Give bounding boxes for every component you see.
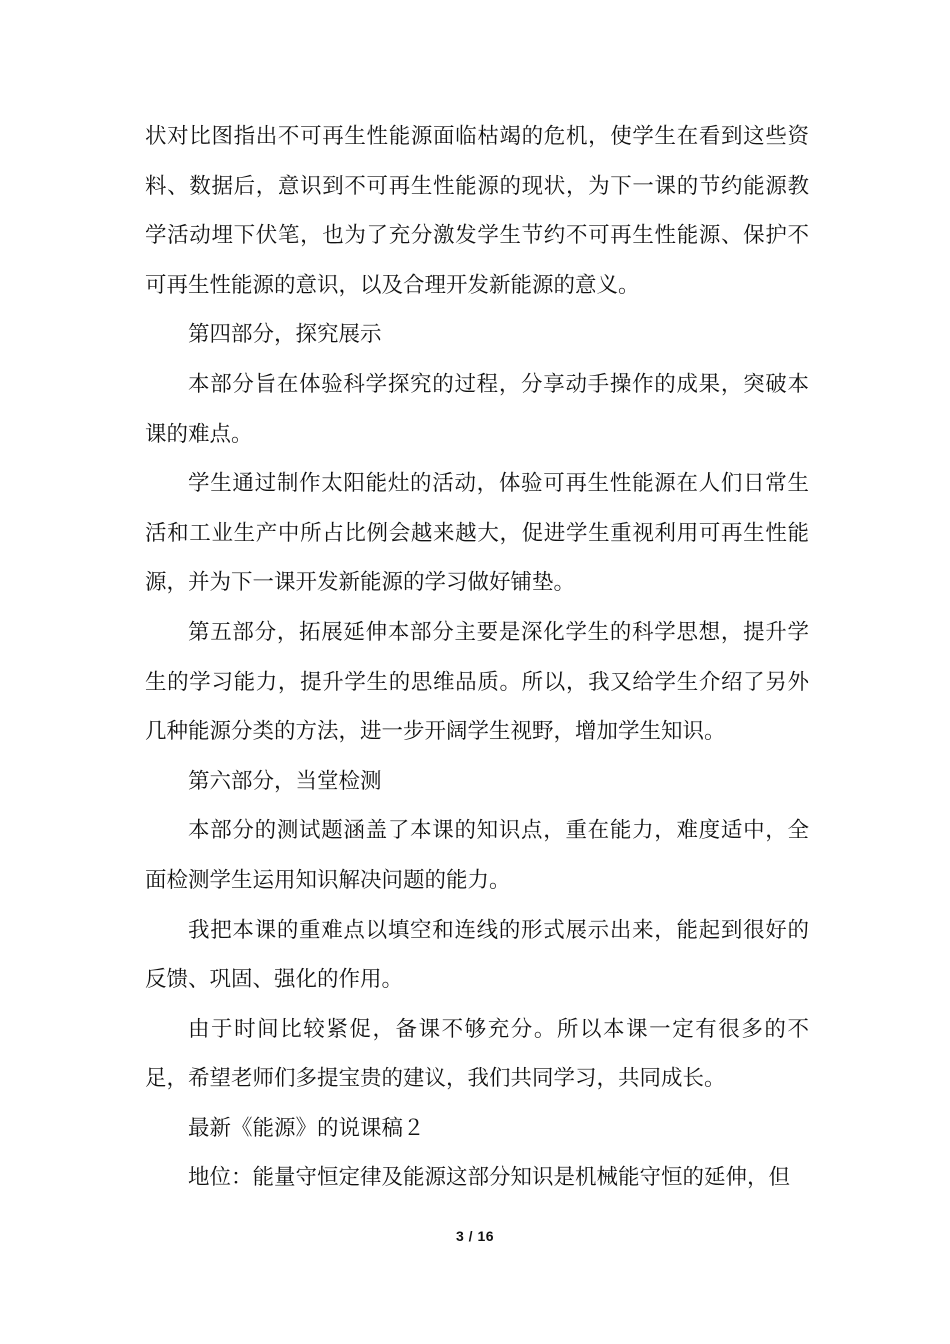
paragraph: 地位：能量守恒定律及能源这部分知识是机械能守恒的延伸，但: [188, 1165, 791, 1191]
section-heading-lecture-2: 最新《能源》的说课稿２: [188, 1115, 425, 1141]
section-heading-part-six: 第六部分，当堂检测: [188, 768, 382, 794]
document-body: [145, 112, 809, 1203]
paragraph-continuation: 状对比图指出不可再生性能源面临枯竭的危机，使学生在看到这些资料、数据后，意识到不可再生性能源的现状，为下一课的节约能源教学活动埋下伏笔，也为了充分激发学生节约不可再生性能源、保护不可再生性能源的意识，以及合理开发新能源的意义。: [145, 124, 809, 298]
section-heading-part-four: 第四部分，探究展示: [188, 322, 382, 348]
paragraph-part-five: 第五部分，拓展延伸本部分主要是深化学生的科学思想，提升学生的学习能力，提升学生的思维品质。所以，我又给学生介绍了另外几种能源分类的方法，进一步开阔学生视野，增加学生知识。: [145, 619, 809, 745]
paragraph: 学生通过制作太阳能灶的活动，体验可再生性能源在人们日常生活和工业生产中所占比例会越来越大，促进学生重视利用可再生性能源，并为下一课开发新能源的学习做好铺垫。: [145, 471, 809, 596]
page-number: 3 / 16: [455, 1228, 495, 1244]
paragraph: 本部分旨在体验科学探究的过程，分享动手操作的成果，突破本课的难点。: [145, 371, 809, 447]
paragraph: 我把本课的重难点以填空和连线的形式展示出来，能起到很好的反馈、巩固、强化的作用。: [145, 917, 809, 993]
paragraph: 本部分的测试题涵盖了本课的知识点，重在能力，难度适中，全面检测学生运用知识解决问题的能力。: [145, 818, 809, 893]
paragraph: 由于时间比较紧促，备课不够充分。所以本课一定有很多的不足，希望老师们多提宝贵的建议，我们共同学习，共同成长。: [145, 1016, 809, 1092]
